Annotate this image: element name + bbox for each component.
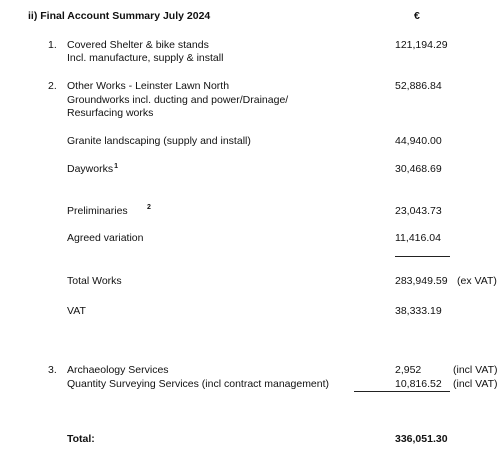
dayworks-footnote-mark: 1: [114, 163, 118, 170]
item-2-description-detail: Groundworks incl. ducting and power/Drainage/: [67, 94, 289, 106]
item-1-amount: 121,194.29: [395, 39, 448, 51]
item-3-number: 3.: [48, 364, 57, 376]
preliminaries-amount: 23,043.73: [395, 205, 442, 217]
quantity-surveying-note: (incl VAT): [453, 378, 498, 390]
granite-label: Granite landscaping (supply and install): [67, 135, 251, 147]
item-2-amount: 52,886.84: [395, 80, 442, 92]
total-works-amount: 283,949.59: [395, 275, 448, 287]
preliminaries-footnote-mark: 2: [147, 204, 151, 211]
preliminaries-label: Preliminaries: [67, 205, 128, 217]
item-2-description-detail-2: Resurfacing works: [67, 107, 154, 119]
total-works-label: Total Works: [67, 275, 122, 287]
variation-amount: 11,416.04: [395, 232, 441, 244]
granite-amount: 44,940.00: [395, 135, 442, 147]
grand-total-label: Total:: [67, 433, 95, 445]
grand-total-amount: 336,051.30: [395, 433, 448, 445]
total-works-note: (ex VAT): [457, 275, 497, 287]
item-1-description: Covered Shelter & bike stands: [67, 39, 209, 51]
archaeology-amount: 2,952: [395, 364, 422, 376]
item-2-description: Other Works - Leinster Lawn North: [67, 80, 230, 92]
subtotal-rule: [395, 256, 450, 257]
item-2-number: 2.: [48, 80, 57, 92]
archaeology-note: (incl VAT): [453, 364, 498, 376]
quantity-surveying-label: Quantity Surveying Services (incl contract management): [67, 378, 330, 390]
variation-label: Agreed variation: [67, 232, 144, 244]
services-rule: [354, 391, 450, 392]
vat-label: VAT: [67, 305, 86, 317]
dayworks-label: [67, 163, 118, 177]
vat-amount: 38,333.19: [395, 305, 442, 317]
page-title: ii) Final Account Summary July 2024: [28, 10, 211, 22]
archaeology-label: Archaeology Services: [67, 364, 169, 376]
currency-symbol: €: [414, 10, 420, 22]
quantity-surveying-amount: 10,816.52: [395, 378, 442, 390]
dayworks-label-text: Dayworks: [67, 163, 114, 175]
item-1-number: 1.: [48, 39, 57, 51]
dayworks-amount: 30,468.69: [395, 163, 442, 175]
item-1-description-detail: Incl. manufacture, supply & install: [67, 52, 224, 64]
